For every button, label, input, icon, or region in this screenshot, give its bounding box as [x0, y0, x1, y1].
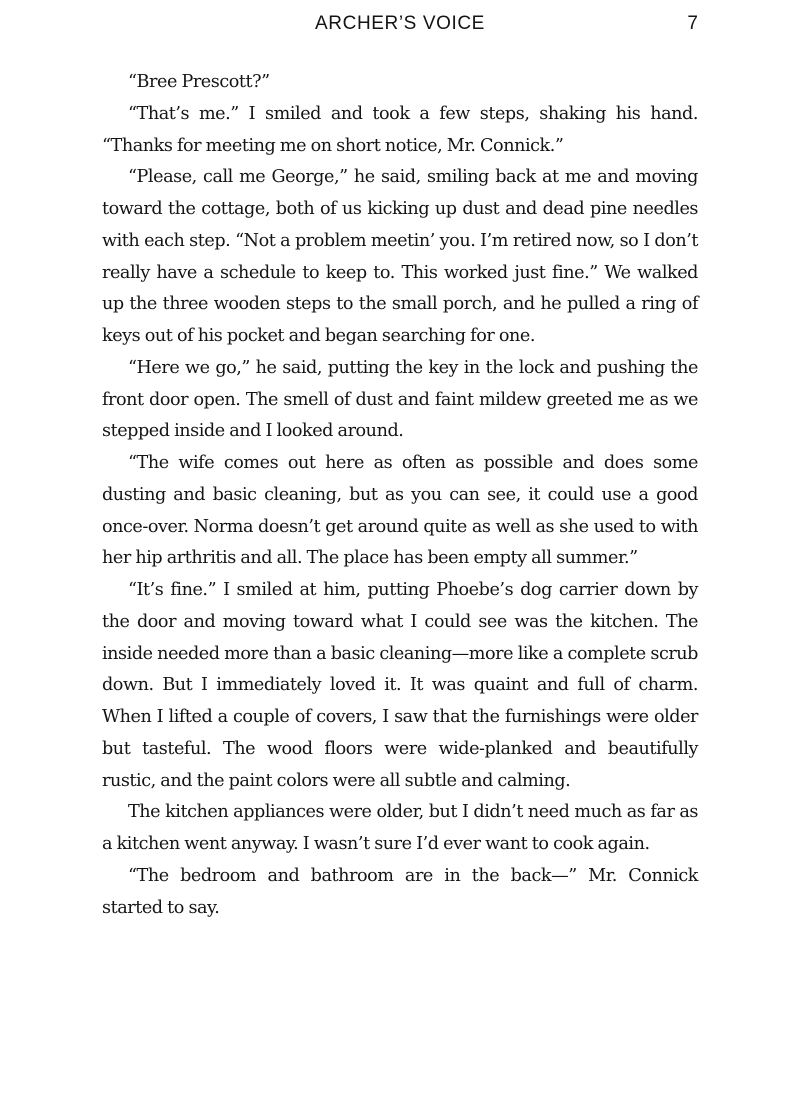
paragraph: “Here we go,” he said, putting the key in the lock and pushing the front door open. The smell of dust and faint mildew greeted me as we stepped inside and I looked around. — [102, 357, 698, 442]
paragraph: “The bedroom and bathroom are in the back—” Mr. Connick started to say. — [102, 865, 698, 918]
paragraph: “Bree Prescott?” — [128, 72, 270, 92]
running-head — [102, 10, 698, 38]
paragraph: “The wife comes out here as often as possible and does some dusting and basic cleaning, but as you can see, it could use a good once-over. Norma doesn’t get around quite as well as she used to with her hip arthritis and all. The place has been empty all summer.” — [102, 453, 698, 569]
paragraph: “Please, call me George,” he said, smiling back at me and moving toward the cottage, both of us kicking up dust and dead pine needles with each step. “Not a problem meetin’ you. I’m retired now, so I don’t really have a schedule to keep to. This worked just fine.” We walked up the three wooden steps to the small porch, and he pulled a ring of keys out of his pocket and began searching for one. — [102, 167, 698, 346]
paragraph: The kitchen appliances were older, but I didn’t need much as far as a kitchen went anyway. I wasn’t sure I’d ever want to cook again. — [102, 802, 698, 854]
body-text — [102, 67, 698, 924]
paragraph: “It’s fine.” I smiled at him, putting Phoebe’s dog carrier down by the door and moving toward what I could see was the kitchen. The inside needed more than a basic cleaning—more like a complete scrub down. But I immediately loved it. It was quaint and full of charm. When I lifted a couple of covers, I saw that the furnishings were older but tasteful. The wood floors were wide-planked and beautifully rustic, and the paint colors were all subtle and calming. — [102, 580, 698, 791]
page-number: 7 — [687, 13, 698, 34]
paragraph: “That’s me.” I smiled and took a few steps, shaking his hand. “Thanks for meeting me on short notice, Mr. Connick.” — [102, 103, 698, 156]
book-title: ARCHER’S VOICE — [315, 13, 485, 34]
